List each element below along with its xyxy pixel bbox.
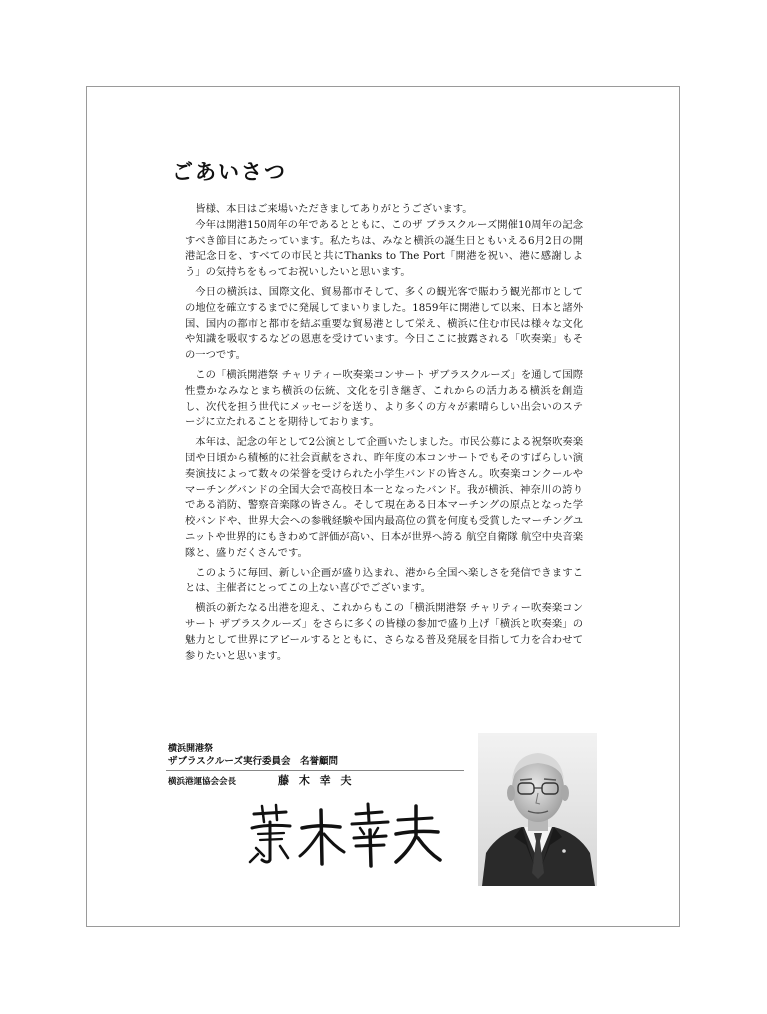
signature-divider: [166, 770, 464, 771]
portrait-photo: [478, 733, 597, 886]
organization-line-2: ザブラスクルーズ実行委員会 名誉顧問: [168, 756, 338, 767]
organization-line-1: 横浜開港祭: [168, 744, 214, 754]
association-title: 横浜港運協会会長: [168, 777, 237, 787]
greeting-body: [185, 202, 583, 668]
handwritten-signature: [246, 800, 442, 870]
paragraph-2: 今年は開港150周年の年であるとともに、このザ ブラスクルーズ開催10周年の記念すべき節目にあたっています。私たちは、みなと横浜の誕生日ともいえる6月2日の開港記念日を、すべての市民と共にThanks to The Port「開港を祝い、港に感謝しよう」の気持ちをもってお祝いしたいと思います。: [185, 218, 583, 279]
paragraph-1: 皆様、本日はご来場いただきましてありがとうございます。: [195, 203, 473, 215]
page-title: ごあいさつ: [172, 159, 287, 184]
paragraph-6: このように毎回、新しい企画が盛り込まれ、港から全国へ楽しさを発信できますことは、主催者にとってこの上ない喜びでございます。: [185, 566, 583, 595]
signatory-name: 藤 木 幸 夫: [278, 774, 355, 787]
paragraph-7: 横浜の新たなる出港を迎え、これからもこの「横浜開港祭 チャリティー吹奏楽コンサート ザブラスクルーズ」をさらに多くの皆様の参加で盛り上げ「横浜と吹奏楽」の魅力として世界にアピールするとともに、さらなる普及発展を目指して力を合わせて参りたいと思います。: [185, 602, 583, 662]
paragraph-5: 本年は、記念の年として2公演として企画いたしました。市民公募による祝祭吹奏楽団や日頃から積極的に社会貢献をされ、昨年度の本コンサートでもそのすばらしい演奏演技によって数々の栄誉を受けられた小学生バンドの皆さん。吹奏楽コンクールやマーチングバンドの全国大会で高校日本一となったバンド。我が横浜、神奈川の誇りである消防、警察音楽隊の皆さん。そして現在ある日本マーチングの原点となった学校バンドや、世界大会への参戦経験や国内最高位の賞を何度も受賞したマーチングユニットや世界的にもきわめて評価が高い、日本が世界へ誇る 航空自衛隊 航空中央音楽隊と、盛りだくさんです。: [185, 436, 583, 559]
paragraph-3: 今日の横浜は、国際文化、貿易都市そして、多くの観光客で賑わう観光都市としての地位を確立するまでに発展してまいりました。1859年に開港して以来、日本と諸外国、国内の都市と都市を結ぶ重要な貿易港として栄え、横浜に住む市民は様々な文化や知識を吸収するなどの恩恵を受けています。今日ここに披露される「吹奏楽」もその一つです。: [185, 285, 583, 362]
paragraph-4: この「横浜開港祭 チャリティー吹奏楽コンサート ザブラスクルーズ」を通して国際性豊かなみなとまち横浜の伝統、文化を引き継ぎ、これからの活力ある横浜を創造し、次代を担う世代にメッセージを送り、より多くの方々が素晴らしい出会いのステージに立たれることを期待しております。: [185, 368, 583, 429]
